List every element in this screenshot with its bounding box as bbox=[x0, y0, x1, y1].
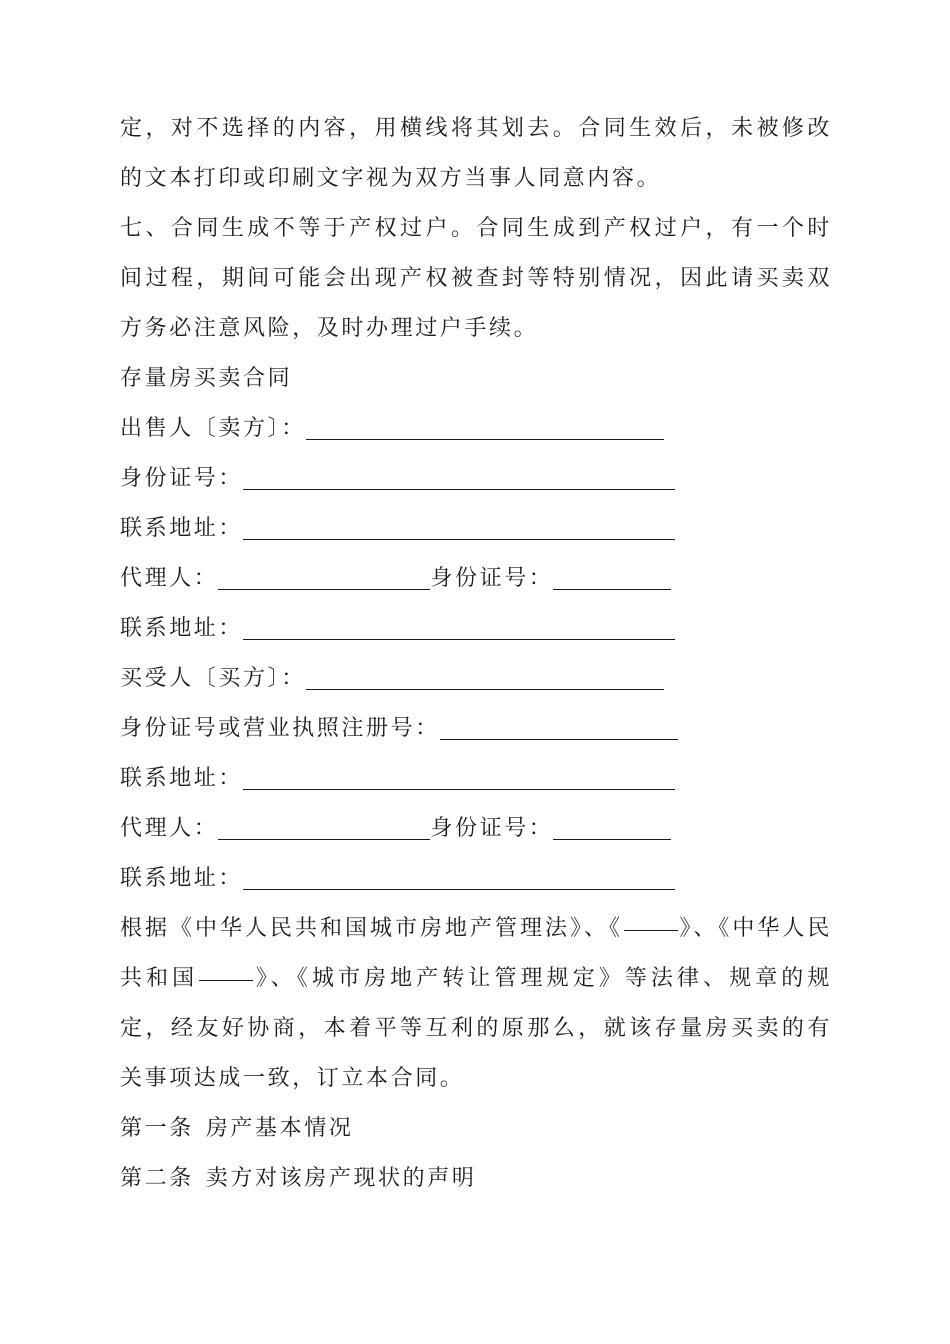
seller-agent-blank[interactable] bbox=[218, 589, 430, 590]
buyer-agent-address-label: 联系地址： bbox=[120, 866, 244, 891]
seller-address-label: 联系地址： bbox=[120, 516, 244, 541]
preamble-part-2: 》、《中华人民共和国 bbox=[120, 916, 832, 991]
preamble-part-3: 》、《城市房地产转让管理规定》等法律、规章的规定，经友好协商，本着平等互利的原那么，就该存量房买卖的有关事项达成一致，订立本合同。 bbox=[120, 966, 832, 1091]
document-page bbox=[120, 104, 832, 1204]
buyer-id-line bbox=[120, 704, 832, 754]
article-1-title: 房产基本情况 bbox=[205, 1116, 354, 1141]
seller-agent-address-blank[interactable] bbox=[243, 639, 675, 640]
seller-name-line bbox=[120, 404, 832, 454]
buyer-agent-address-line bbox=[120, 854, 832, 904]
preamble-paragraph bbox=[120, 904, 832, 1104]
seller-address-blank[interactable] bbox=[243, 539, 675, 540]
seller-agent-address-label: 联系地址： bbox=[120, 616, 244, 641]
seller-name-blank[interactable] bbox=[306, 439, 664, 440]
seller-agent-id-blank[interactable] bbox=[553, 589, 671, 590]
seller-id-line bbox=[120, 454, 832, 504]
seller-agent-id-label: 身份证号： bbox=[430, 566, 554, 591]
article-2-title: 卖方对该房产现状的声明 bbox=[205, 1166, 477, 1191]
seller-address-line bbox=[120, 504, 832, 554]
contract-title: 存量房买卖合同 bbox=[120, 366, 293, 391]
article-2-number: 第二条 bbox=[120, 1166, 194, 1191]
buyer-id-blank[interactable] bbox=[440, 739, 678, 740]
buyer-label: 买受人〔买方〕： bbox=[120, 666, 306, 691]
intro-paragraph-1: 定，对不选择的内容，用横线将其划去。合同生效后，未被修改的文本打印或印刷文字视为双方当事人同意内容。 bbox=[120, 116, 832, 191]
article-1-number: 第一条 bbox=[120, 1116, 194, 1141]
buyer-agent-id-label: 身份证号： bbox=[430, 816, 554, 841]
buyer-name-line bbox=[120, 654, 832, 704]
seller-agent-label: 代理人： bbox=[120, 566, 219, 591]
seller-id-blank[interactable] bbox=[243, 489, 675, 490]
article-1-heading bbox=[120, 1104, 832, 1154]
buyer-agent-address-blank[interactable] bbox=[243, 889, 675, 890]
buyer-agent-label: 代理人： bbox=[120, 816, 219, 841]
buyer-agent-line bbox=[120, 804, 832, 854]
seller-id-label: 身份证号： bbox=[120, 466, 244, 491]
preamble-blank-2[interactable] bbox=[199, 980, 253, 981]
buyer-address-blank[interactable] bbox=[243, 789, 675, 790]
buyer-name-blank[interactable] bbox=[306, 689, 664, 690]
article-2-heading bbox=[120, 1154, 832, 1204]
seller-agent-line bbox=[120, 554, 832, 604]
buyer-agent-id-blank[interactable] bbox=[553, 839, 671, 840]
buyer-agent-blank[interactable] bbox=[218, 839, 430, 840]
intro-paragraph-2: 七、合同生成不等于产权过户。合同生成到产权过户，有一个时间过程，期间可能会出现产权被查封等特别情况，因此请买卖双方务必注意风险，及时办理过户手续。 bbox=[120, 216, 832, 341]
seller-label: 出售人〔卖方〕： bbox=[120, 416, 306, 441]
preamble-part-1: 根据《中华人民共和国城市房地产管理法》、《 bbox=[120, 916, 623, 941]
preamble-blank-1[interactable] bbox=[624, 930, 678, 931]
buyer-address-line bbox=[120, 754, 832, 804]
buyer-address-label: 联系地址： bbox=[120, 766, 244, 791]
seller-agent-address-line bbox=[120, 604, 832, 654]
buyer-id-label: 身份证号或营业执照注册号： bbox=[120, 716, 440, 741]
